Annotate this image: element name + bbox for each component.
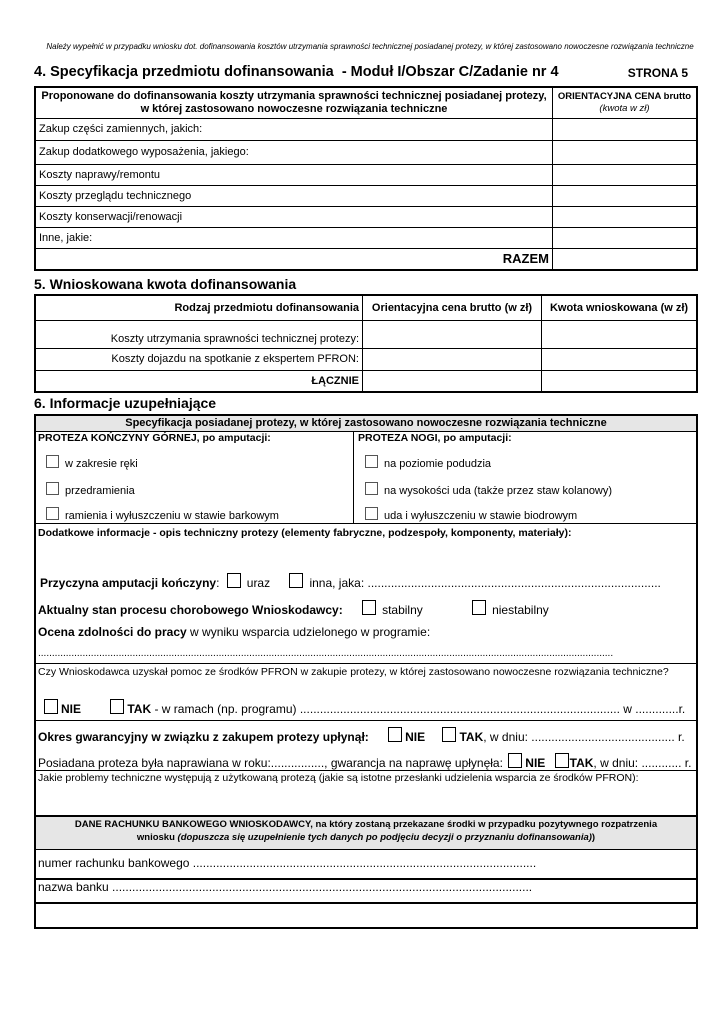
price-header-label: ORIENTACYJNA CENA brutto — [557, 90, 692, 102]
funding-total-label: ŁĄCZNIE — [35, 370, 363, 392]
total-label: RAZEM — [35, 248, 553, 270]
checkbox-icon[interactable] — [365, 482, 378, 495]
repair-text: Posiadana proteza była naprawiana w roku:................, gwarancja na naprawę upłynęła: — [38, 756, 503, 770]
checkbox-icon[interactable] — [289, 573, 303, 588]
bank-header-paren: ) — [591, 832, 596, 843]
cost-row-label: Inne, jakie: — [35, 227, 553, 248]
bank-header-title: DANE RACHUNKU BANKOWEGO WNIOSKODAWCY — [74, 819, 311, 830]
section-5-title: 5. Wnioskowana kwota dofinansowania — [34, 276, 297, 292]
no-label: NIE — [525, 756, 546, 770]
section-6-title: 6. Informacje uzupełniające — [34, 395, 217, 411]
checkbox-icon[interactable] — [227, 573, 241, 588]
amputation-cause-row — [40, 573, 661, 590]
option-label: w zakresie ręki — [65, 458, 138, 470]
bank-header — [36, 815, 696, 850]
prosthesis-spec-header: Specyfikacja posiadanej protezy, w której zastosowano nowoczesne rozwiązania techniczne — [36, 416, 696, 432]
checkbox-icon[interactable] — [442, 727, 456, 742]
yes-label: TAK — [127, 702, 152, 716]
lower-limb-heading: PROTEZA NOGI, po amputacji: — [358, 432, 512, 444]
bank-name-field[interactable]: nazwa banku .............................................................................................................................. — [38, 880, 533, 894]
lower-option-thigh[interactable] — [365, 482, 612, 497]
extra-info-label: Dodatkowe informacje - opis techniczny protezy (elementy fabryczne, podzespoły, komponenty, materiały): — [38, 527, 572, 539]
state-option-unstable: niestabilny — [492, 603, 549, 617]
option-label: na wysokości uda (także przez staw kolanowy) — [384, 485, 613, 497]
bank-header-note: (dopuszcza się uzupełnienie tych danych po podjęciu decyzji o przyznaniu dofinansowania) — [174, 832, 592, 843]
cost-row-label: Koszty przeglądu technicznego — [35, 185, 553, 206]
cost-row-input[interactable] — [553, 118, 698, 140]
upper-limb-heading: PROTEZA KOŃCZYNY GÓRNEJ, po amputacji: — [38, 432, 271, 444]
checkbox-icon[interactable] — [508, 753, 522, 768]
funding-header-price: Orientacyjna cena brutto (w zł) — [363, 295, 542, 320]
lower-option-shin[interactable] — [365, 455, 491, 470]
warranty-label: Okres gwarancyjny w związku z zakupem protezy upłynął: — [38, 730, 369, 744]
upper-option-forearm[interactable] — [46, 482, 135, 497]
funding-price-input[interactable] — [363, 348, 542, 370]
checkbox-icon[interactable] — [46, 482, 59, 495]
disease-state-label: Aktualny stan procesu chorobowego Wnioskodawcy: — [38, 603, 343, 617]
cost-row-input[interactable] — [553, 164, 698, 185]
checkbox-icon[interactable] — [46, 507, 59, 520]
cost-table — [34, 86, 698, 271]
pfron-question: Czy Wnioskodawca uzyskał pomoc ze środków PFRON w zakupie protezy, w której zastosowano nowoczesne rozwiązania techniczne? — [38, 666, 669, 678]
funding-price-input[interactable] — [363, 320, 542, 348]
funding-header-amount: Kwota wnioskowana (w zł) — [542, 295, 698, 320]
bank-extra-field[interactable] — [38, 906, 694, 924]
no-label: NIE — [405, 730, 426, 744]
bank-header-word: wniosku — [136, 832, 175, 843]
section-4-title — [34, 64, 559, 80]
bank-account-field[interactable]: numer rachunku bankowego ....................................................................................................... — [38, 856, 537, 870]
colon: : — [216, 576, 220, 590]
work-ability-label: Ocena zdolności do pracy — [38, 625, 187, 639]
cost-row-label: Zakup dodatkowego wyposażenia, jakiego: — [35, 140, 553, 164]
funding-amount-input[interactable] — [542, 348, 698, 370]
upper-option-hand[interactable] — [46, 455, 138, 470]
problems-label: Jakie problemy techniczne występują z użytkowaną protezą (jakie są istotne przesłanki udzielenia wsparcia ze środków PFRON): — [38, 772, 639, 784]
upper-option-arm[interactable] — [46, 507, 279, 522]
funding-table — [34, 294, 698, 393]
option-label: na poziomie podudzia — [384, 458, 492, 470]
cost-row-label: Zakup części zamiennych, jakich: — [35, 118, 553, 140]
disease-state-row — [38, 600, 549, 617]
warranty-date: , w dniu: ........................................... r. — [483, 730, 685, 744]
page-number: STRONA 5 — [627, 66, 688, 80]
no-label: NIE — [61, 702, 82, 716]
funding-amount-input[interactable] — [542, 320, 698, 348]
section-4-title-module: - Moduł I/Obszar C/Zadanie nr 4 — [341, 64, 559, 80]
cost-row-input[interactable] — [553, 185, 698, 206]
cost-row-label: Koszty konserwacji/renowacji — [35, 206, 553, 227]
divider — [34, 663, 698, 664]
checkbox-icon[interactable] — [365, 507, 378, 520]
section-4-title-main: 4. Specyfikacja przedmiotu dofinansowania — [34, 64, 334, 80]
pfron-answer-row — [44, 699, 685, 716]
funding-row-label: Koszty dojazdu na spotkanie z ekspertem PFRON: — [35, 348, 363, 370]
checkbox-icon[interactable] — [362, 600, 376, 615]
funding-row-label: Koszty utrzymania sprawności technicznej protezy: — [35, 320, 363, 348]
instruction-note: Należy wypełnić w przypadku wniosku dot. dofinansowania kosztów utrzymania sprawności technicznej posiadanej protezy, w której zastosowano nowoczesne rozwiązania techniczne — [46, 42, 694, 51]
work-ability-row — [38, 625, 430, 639]
option-label: ramienia i wyłuszczeniu w stawie barkowym — [65, 510, 279, 522]
cost-row-input[interactable] — [553, 140, 698, 164]
cost-row-input[interactable] — [553, 206, 698, 227]
lower-option-hip[interactable] — [365, 507, 577, 522]
bank-header-line2 — [36, 831, 696, 844]
repair-row — [38, 753, 691, 770]
total-input[interactable] — [553, 248, 698, 270]
yes-label: TAK — [459, 730, 484, 744]
divider — [34, 523, 698, 524]
checkbox-icon[interactable] — [388, 727, 402, 742]
price-header — [553, 87, 698, 118]
cost-row-label: Koszty naprawy/remontu — [35, 164, 553, 185]
amputation-cause-label: Przyczyna amputacji kończyny — [40, 576, 217, 590]
cause-option-injury: uraz — [246, 576, 271, 590]
work-ability-dots: ............................................................................................................................................................................................................... — [38, 648, 614, 659]
funding-amount-input[interactable] — [542, 370, 698, 392]
divider — [34, 720, 698, 721]
option-label: uda i wyłuszczeniu w stawie biodrowym — [384, 510, 578, 522]
bank-header-text: , na który zostaną przekazane środki w przypadku pozytywnego rozpatrzenia — [310, 819, 658, 830]
cause-option-other: inna, jaka: ........................................................................................ — [309, 576, 661, 590]
funding-header-type: Rodzaj przedmiotu dofinansowania — [35, 295, 363, 320]
yes-detail: - w ramach (np. programu) ................................................................................................ w .............r. — [151, 702, 686, 716]
bank-header-line1 — [36, 818, 696, 831]
checkbox-icon[interactable] — [46, 455, 59, 468]
cost-table-header: Proponowane do dofinansowania koszty utrzymania sprawności technicznej posiadanej protezy, w której zastosowano nowoczesne rozwiązania techniczne — [35, 87, 553, 118]
yes-label: TAK — [569, 756, 594, 770]
work-ability-text: w wyniku wsparcia udzielonego w programie: — [186, 625, 431, 639]
funding-price-input[interactable] — [363, 370, 542, 392]
price-header-unit: (kwota w zł) — [599, 102, 650, 114]
checkbox-icon[interactable] — [365, 455, 378, 468]
checkbox-icon[interactable] — [110, 699, 124, 714]
checkbox-icon[interactable] — [472, 600, 486, 615]
state-option-stable: stabilny — [382, 603, 423, 617]
divider — [34, 770, 698, 771]
checkbox-icon[interactable] — [555, 753, 569, 768]
warranty-row — [38, 727, 685, 744]
column-divider — [353, 431, 354, 523]
checkbox-icon[interactable] — [44, 699, 58, 714]
divider — [34, 902, 698, 904]
cost-row-input[interactable] — [553, 227, 698, 248]
repair-date: , w dniu: ............ r. — [593, 756, 692, 770]
option-label: przedramienia — [65, 485, 135, 497]
